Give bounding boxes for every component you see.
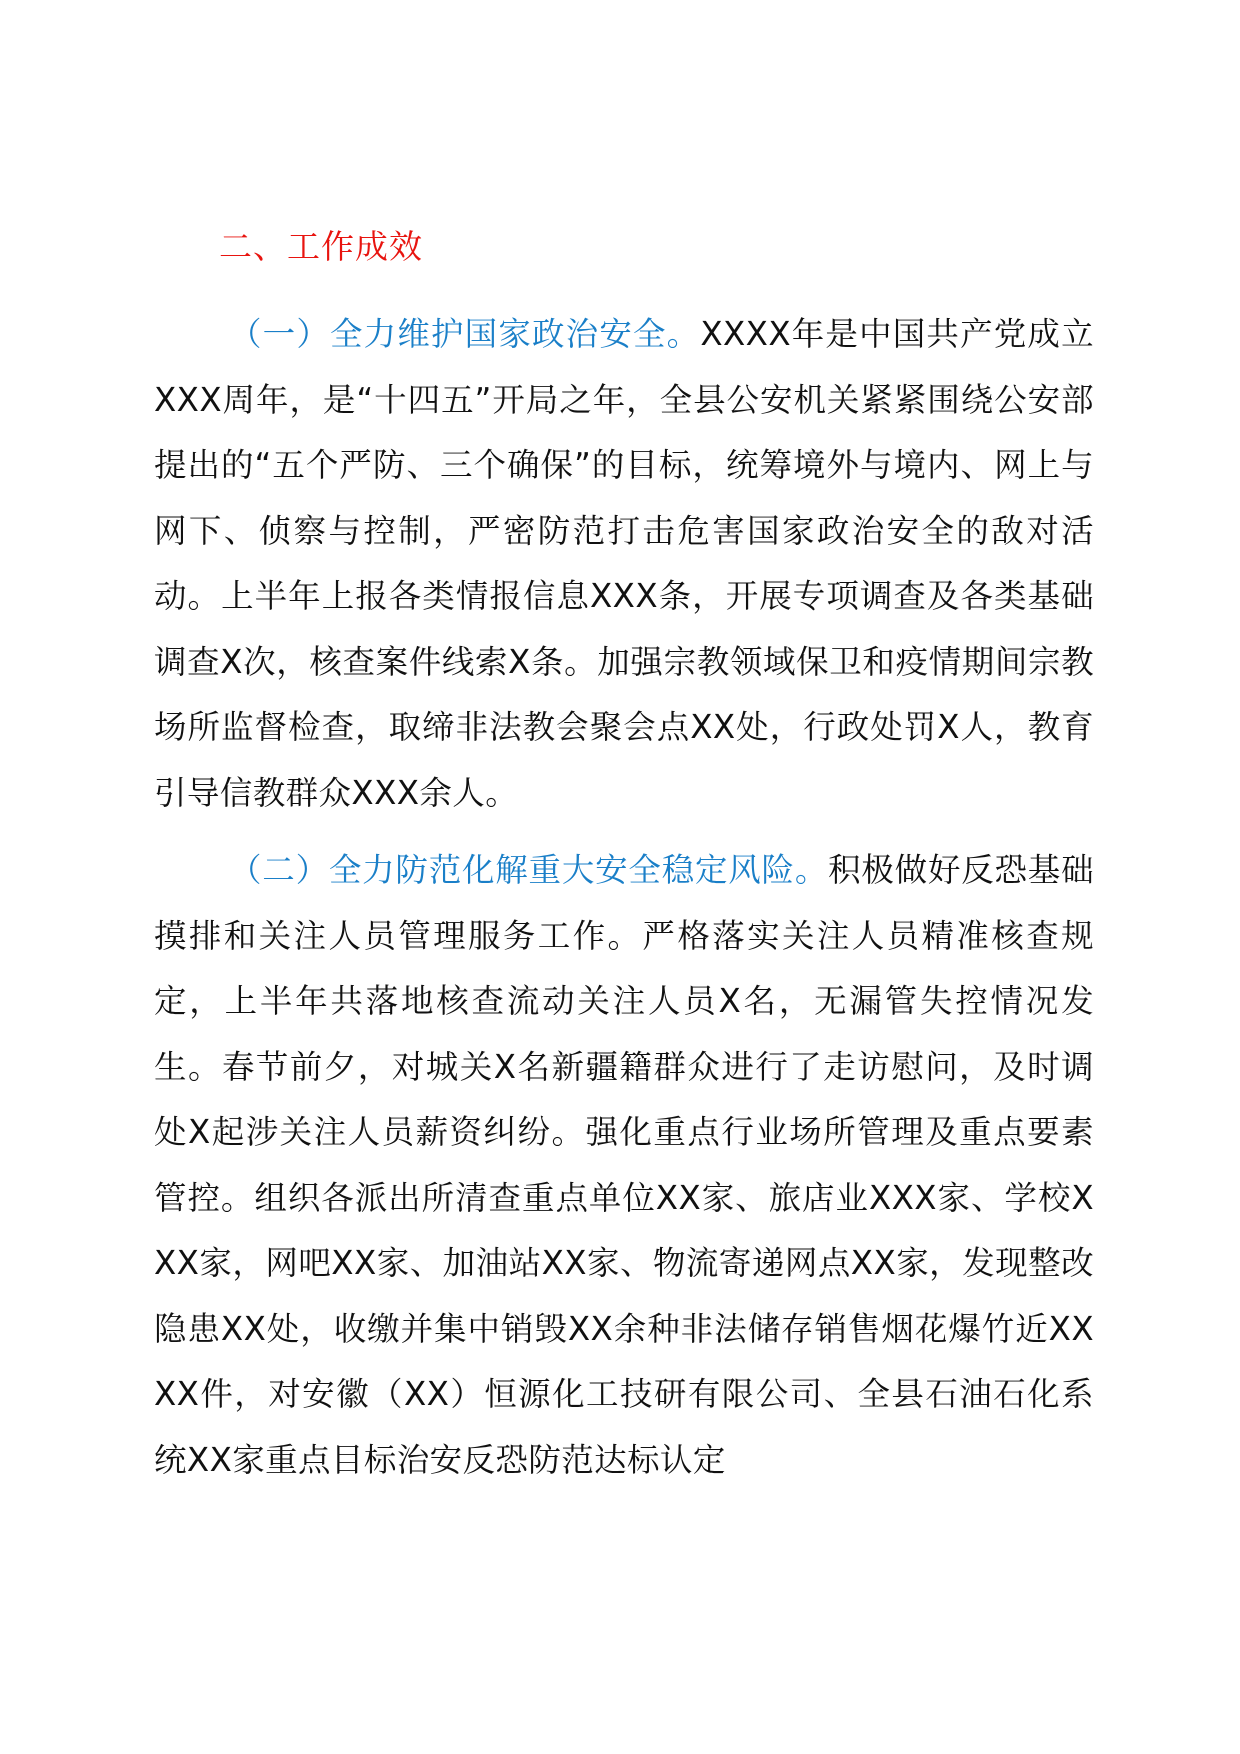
paragraph-body: 积极做好反恐基础摸排和关注人员管理服务工作。严格落实关注人员精准核查规定，上半年共落地核查流动关注人员X名，无漏管失控情况发生。春节前夕，对城关X名新疆籍群众进行了走访慰问，及时调处X起涉关注人员薪资纠纷。强化重点行业场所管理及重点要素管控。组织各派出所清查重点单位XX家、旅店业XXX家、学校XXX家，网吧XX家、加油站XX家、物流寄递网点XX家，发现整改隐患XX处，收缴并集中销毁XX余种非法储存销售烟花爆竹近XXXX件，对安徽（XX）恒源化工技研有限公司、全县石油石化系统XX家重点目标治安反恐防范达标认定 (154, 851, 1094, 1479)
paragraph-body: XXXX年是中国共产党成立XXX周年，是“十四五”开局之年，全县公安机关紧紧围绕公安部提出的“五个严防、三个确保”的目标，统筹境外与境内、网上与网下、侦察与控制，严密防范打击危害国家政治安全的敌对活动。上半年上报各类情报信息XXX条，开展专项调查及各类基础调查X次，核查案件线索X条。加强宗教领域保卫和疫情期间宗教场所监督检查，取缔非法教会聚会点XX处，行政处罚X人，教育引导信教群众XXX余人。 (154, 315, 1094, 812)
paragraph-lead: （二）全力防范化解重大安全稳定风险。 (229, 851, 829, 889)
paragraph-political-security (154, 302, 1094, 826)
paragraph-lead: （一）全力维护国家政治安全。 (229, 315, 701, 353)
section-heading: 二、工作成效 (219, 227, 423, 266)
paragraph-risk-prevention (154, 838, 1094, 1493)
